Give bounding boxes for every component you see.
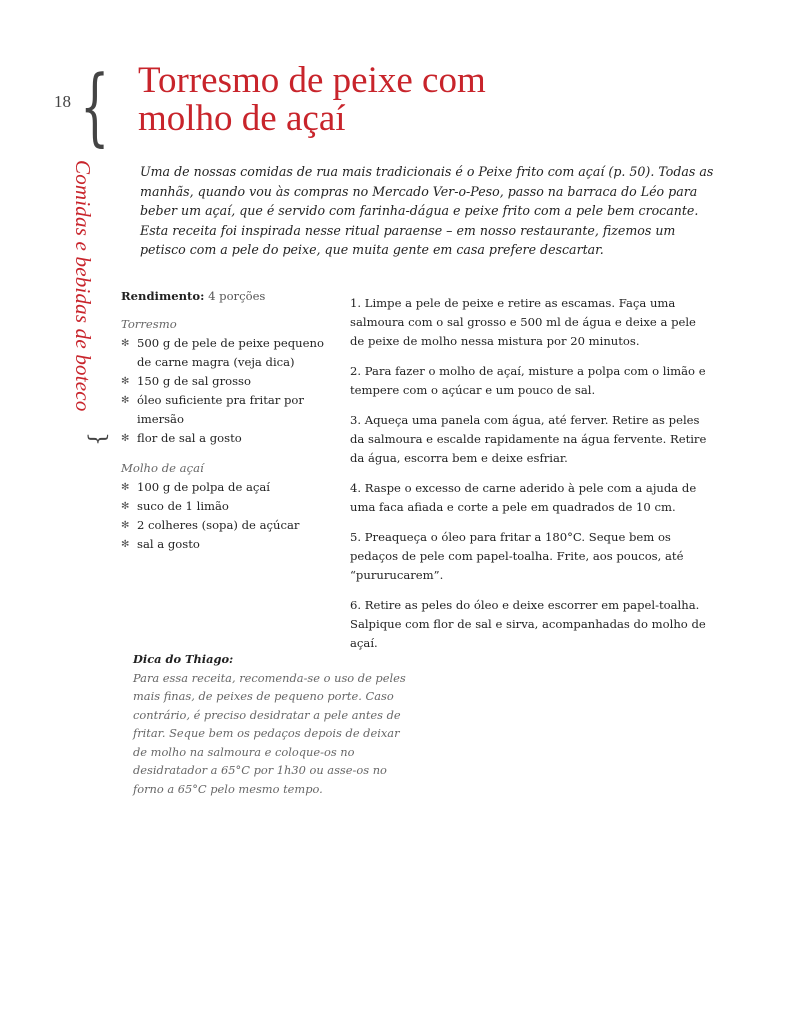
step-item: 3. Aqueça uma panela com água, até ferver. Retire as peles da salmoura e escalde rapidamente na água fervente. Retire da água, escorra bem e deixe esfriar.	[350, 413, 707, 465]
ingredient-list	[121, 334, 336, 448]
step-item: 1. Limpe a pele de peixe e retire as escamas. Faça uma salmoura com o sal grosso e 500 ml de água e deixe a pele de peixe de molho nessa mistura por 20 minutos.	[350, 296, 696, 348]
bullet-star-icon: ✻	[121, 482, 130, 493]
ingredient-list	[121, 478, 336, 554]
ingredient-item	[121, 535, 336, 554]
recipe-title-line-2: molho de açaí	[138, 98, 346, 139]
ingredient-item	[121, 429, 336, 448]
bullet-star-icon: ✻	[121, 433, 130, 444]
recipe-title-line-1: Torresmo de peixe com	[138, 60, 486, 101]
yield-label: Rendimento:	[121, 289, 205, 303]
recipe-intro: Uma de nossas comidas de rua mais tradicionais é o Peixe frito com açaí (p. 50). Todas as manhãs, quando vou às compras no Mercado Ver-o-Peso, passo na barraca do Léo para beber um açaí, que é servido com farinha-dágua e peixe frito com a pele bem crocante. Esta receita foi inspirada nesse ritual paraense – em nosso restaurante, fizemos um petisco com a pele do peixe, que muita gente em casa prefere descartar.	[140, 164, 714, 257]
yield	[121, 287, 336, 306]
chef-tip	[133, 650, 413, 798]
bullet-star-icon: ✻	[121, 395, 130, 406]
ingredient-text: flor de sal a gosto	[137, 431, 242, 445]
side-brace-decoration: }	[85, 432, 110, 446]
bullet-star-icon: ✻	[121, 376, 130, 387]
preparation-steps	[350, 294, 710, 664]
bullet-star-icon: ✻	[121, 539, 130, 550]
ingredient-item	[121, 516, 336, 535]
tip-text: Para essa receita, recomenda-se o uso de peles mais finas, de peixes de pequeno porte. Caso contrário, é preciso desidratar a pele antes de fritar. Seque bem os pedaços depois de deixar de molho na salmoura e coloque-os no desidratador a 65°C por 1h30 ou asse-os no forno a 65°C pelo mesmo tempo.	[133, 670, 406, 796]
ingredient-group-title: Torresmo	[121, 317, 177, 331]
ingredient-text: suco de 1 limão	[137, 499, 229, 513]
ingredients-column	[121, 287, 336, 554]
bullet-star-icon: ✻	[121, 338, 130, 349]
step-item: 2. Para fazer o molho de açaí, misture a polpa com o limão e tempere com o açúcar e um pouco de sal.	[350, 364, 706, 397]
recipe-title	[138, 62, 486, 138]
step-item: 6. Retire as peles do óleo e deixe escorrer em papel-toalha. Salpique com flor de sal e sirva, acompanhadas do molho de açaí.	[350, 598, 706, 650]
ingredient-item	[121, 391, 336, 429]
title-brace-decoration: {	[80, 57, 110, 155]
bullet-star-icon: ✻	[121, 501, 130, 512]
page-number: 18	[54, 92, 71, 111]
ingredient-item	[121, 372, 336, 391]
ingredient-item	[121, 334, 336, 372]
yield-value: 4 porções	[208, 289, 266, 303]
ingredient-group-title: Molho de açaí	[121, 461, 204, 475]
step-item: 5. Preaqueça o óleo para fritar a 180°C. Seque bem os pedaços de pele com papel-toalha. Frite, aos poucos, até “pururucarem”.	[350, 530, 684, 582]
tip-title: Dica do Thiago:	[133, 652, 234, 666]
ingredient-item	[121, 497, 336, 516]
bullet-star-icon: ✻	[121, 520, 130, 531]
ingredient-text: sal a gosto	[137, 537, 200, 551]
ingredient-item	[121, 478, 336, 497]
ingredient-text: 500 g de pele de peixe pequeno de carne magra (veja dica)	[137, 336, 324, 369]
ingredient-text: 150 g de sal grosso	[137, 374, 251, 388]
ingredient-text: óleo suficiente pra fritar por imersão	[137, 393, 304, 426]
section-name: Comidas e bebidas de boteco	[71, 160, 95, 412]
section-side-tab	[70, 160, 104, 450]
step-item: 4. Raspe o excesso de carne aderido à pele com a ajuda de uma faca afiada e corte a pele em quadrados de 10 cm.	[350, 481, 697, 514]
ingredient-text: 2 colheres (sopa) de açúcar	[137, 518, 300, 532]
ingredient-text: 100 g de polpa de açaí	[137, 480, 271, 494]
